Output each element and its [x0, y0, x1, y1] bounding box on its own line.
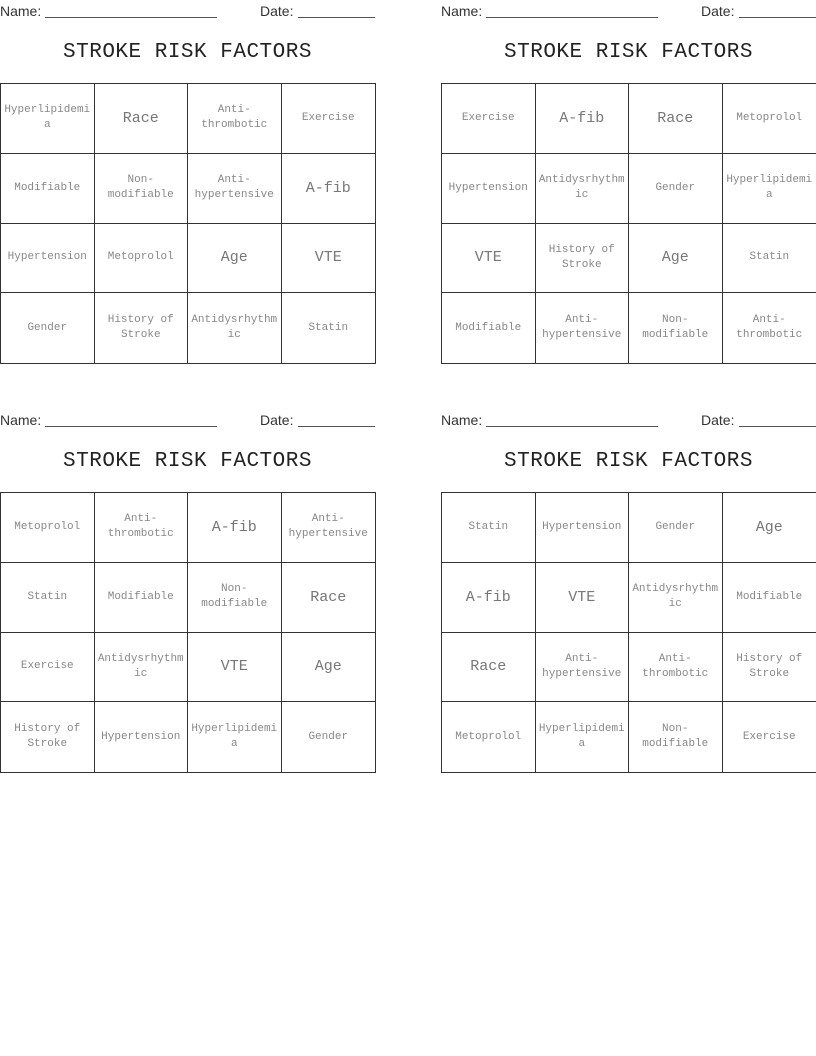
bingo-cell[interactable]: Anti-hypertensive — [536, 293, 630, 363]
bingo-cell[interactable]: Gender — [629, 154, 723, 224]
bingo-cell[interactable]: Modifiable — [1, 154, 95, 224]
card-title: STROKE RISK FACTORS — [504, 41, 753, 64]
bingo-card-1 — [0, 0, 375, 364]
bingo-grid — [0, 83, 376, 364]
bingo-grid — [0, 492, 376, 773]
bingo-cell[interactable]: Gender — [629, 493, 723, 563]
bingo-cell[interactable]: Race — [629, 84, 723, 154]
bingo-cell[interactable]: A-fib — [282, 154, 376, 224]
bingo-cell[interactable]: Non-modifiable — [95, 154, 189, 224]
bingo-cell[interactable]: Antidysrhythmic — [188, 293, 282, 363]
bingo-cell[interactable]: Anti-thrombotic — [95, 493, 189, 563]
bingo-cell[interactable]: A-fib — [442, 563, 536, 633]
name-label: Name: — [0, 3, 42, 19]
bingo-cell[interactable]: Race — [95, 84, 189, 154]
bingo-cell[interactable]: Exercise — [282, 84, 376, 154]
bingo-cell[interactable]: Age — [188, 224, 282, 294]
name-label: Name: — [441, 3, 483, 19]
bingo-cell[interactable]: Modifiable — [95, 563, 189, 633]
bingo-cell[interactable]: Race — [282, 563, 376, 633]
bingo-cell[interactable]: VTE — [442, 224, 536, 294]
bingo-cell[interactable]: A-fib — [188, 493, 282, 563]
card-title: STROKE RISK FACTORS — [504, 450, 753, 473]
bingo-cell[interactable]: Antidysrhythmic — [95, 633, 189, 703]
bingo-cell[interactable]: Hyperlipidemia — [1, 84, 95, 154]
name-date-header — [441, 1, 816, 21]
bingo-card-3 — [0, 409, 375, 773]
bingo-cell[interactable]: Gender — [308, 730, 349, 743]
bingo-cell[interactable]: Age — [629, 224, 723, 294]
bingo-cell[interactable]: Hyperlipidemia — [188, 702, 282, 772]
bingo-cell[interactable]: Non-modifiable — [188, 563, 282, 633]
name-field[interactable] — [45, 17, 217, 18]
date-field[interactable] — [739, 17, 816, 18]
bingo-cell[interactable]: Hyperlipidemia — [723, 154, 816, 224]
bingo-cell[interactable]: History of Stroke — [95, 293, 189, 363]
bingo-cell[interactable]: Non-modifiable — [629, 702, 723, 772]
bingo-cell[interactable]: Gender — [1, 293, 95, 363]
bingo-cell[interactable]: Metoprolol — [723, 84, 816, 154]
bingo-cell[interactable]: History of Stroke — [1, 702, 95, 772]
name-date-header — [441, 410, 816, 430]
bingo-cell[interactable]: Statin — [308, 321, 349, 334]
bingo-cell[interactable]: History of Stroke — [723, 633, 816, 703]
bingo-card-2 — [441, 0, 816, 364]
bingo-cell[interactable]: Age — [282, 633, 376, 703]
bingo-cell[interactable]: Age — [723, 493, 816, 563]
bingo-cell[interactable]: A-fib — [536, 84, 630, 154]
card-title: STROKE RISK FACTORS — [63, 450, 312, 473]
bingo-cell[interactable]: Exercise — [442, 84, 536, 154]
bingo-cell[interactable]: Hypertension — [442, 154, 536, 224]
card-title: STROKE RISK FACTORS — [63, 41, 312, 64]
bingo-cell[interactable]: Exercise — [742, 730, 796, 743]
bingo-cell[interactable]: Antidysrhythmic — [536, 154, 630, 224]
date-label: Date: — [701, 3, 735, 19]
bingo-cell[interactable]: Metoprolol — [1, 493, 95, 563]
bingo-cell[interactable]: Statin — [1, 563, 95, 633]
date-label: Date: — [260, 412, 294, 428]
name-date-header — [0, 1, 375, 21]
bingo-cell[interactable]: Anti-hypertensive — [282, 493, 376, 563]
date-label: Date: — [701, 412, 735, 428]
bingo-cell[interactable]: Modifiable — [723, 563, 816, 633]
bingo-cell[interactable]: Anti-thrombotic — [736, 314, 803, 342]
bingo-cell[interactable]: Metoprolol — [95, 224, 189, 294]
bingo-cell[interactable]: Anti-thrombotic — [629, 633, 723, 703]
bingo-cell[interactable]: Anti-thrombotic — [188, 84, 282, 154]
name-field[interactable] — [486, 426, 658, 427]
bingo-cell[interactable]: Hypertension — [1, 224, 95, 294]
bingo-cell[interactable]: Statin — [723, 224, 816, 294]
date-field[interactable] — [298, 426, 375, 427]
bingo-cell[interactable]: Race — [442, 633, 536, 703]
name-label: Name: — [0, 412, 42, 428]
date-label: Date: — [260, 3, 294, 19]
bingo-cell[interactable]: VTE — [536, 563, 630, 633]
bingo-cell[interactable]: Metoprolol — [442, 702, 536, 772]
bingo-cell[interactable]: Hypertension — [536, 493, 630, 563]
name-label: Name: — [441, 412, 483, 428]
bingo-cell[interactable]: Anti-hypertensive — [188, 154, 282, 224]
bingo-cell[interactable]: VTE — [282, 224, 376, 294]
date-field[interactable] — [298, 17, 375, 18]
bingo-cell[interactable]: Hypertension — [95, 702, 189, 772]
bingo-card-4 — [441, 409, 816, 773]
bingo-grid — [441, 492, 816, 773]
bingo-cell[interactable]: Modifiable — [442, 293, 536, 363]
name-field[interactable] — [486, 17, 658, 18]
bingo-grid — [441, 83, 816, 364]
bingo-cell[interactable]: Statin — [442, 493, 536, 563]
name-date-header — [0, 410, 375, 430]
bingo-cell[interactable]: Hyperlipidemia — [536, 702, 630, 772]
date-field[interactable] — [739, 426, 816, 427]
name-field[interactable] — [45, 426, 217, 427]
bingo-cell[interactable]: History of Stroke — [536, 224, 630, 294]
bingo-cell[interactable]: Exercise — [1, 633, 95, 703]
bingo-cell[interactable]: Anti-hypertensive — [536, 633, 630, 703]
bingo-cell[interactable]: Non-modifiable — [629, 293, 723, 363]
bingo-cell[interactable]: VTE — [188, 633, 282, 703]
bingo-cell[interactable]: Antidysrhythmic — [629, 563, 723, 633]
